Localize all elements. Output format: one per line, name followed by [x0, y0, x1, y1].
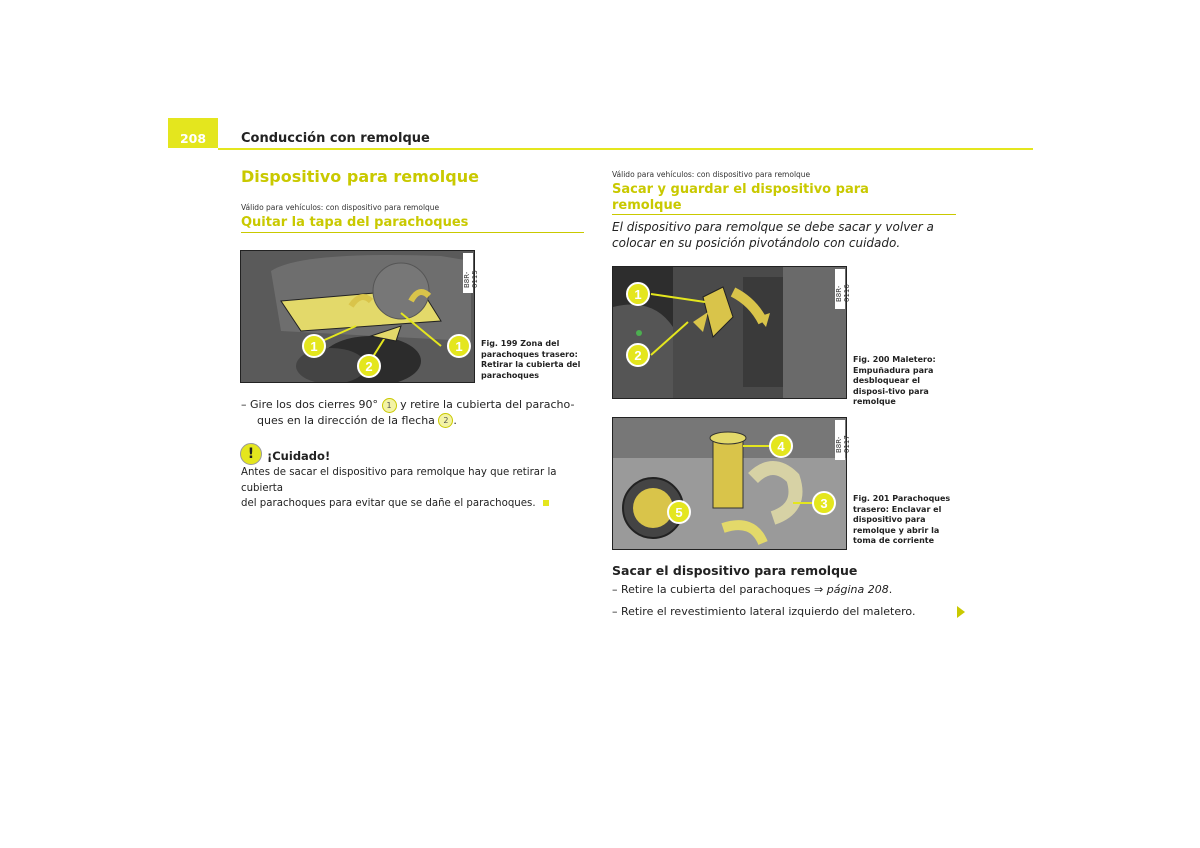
figure-199-image	[240, 250, 475, 383]
continue-arrow-icon	[957, 606, 965, 618]
svg-text:1: 1	[455, 339, 463, 354]
steps-list	[612, 582, 962, 619]
figure-201-image	[612, 417, 847, 550]
figure-199-code: B8R-0115	[463, 270, 479, 288]
step-text-end: .	[453, 413, 457, 427]
step-1-end: .	[888, 583, 893, 596]
header-rule	[218, 148, 1033, 150]
step-text-c: ques en la dirección de la flecha	[257, 413, 435, 427]
step-2-text: – Retire el revestimiento lateral izquierdo del maletero.	[612, 604, 916, 618]
intro-line-2: colocar en su posición pivotándolo con cuidado.	[612, 236, 901, 250]
section-title: Dispositivo para remolque	[241, 167, 479, 186]
svg-text:3: 3	[820, 496, 828, 511]
end-marker-icon	[543, 500, 549, 506]
svg-text:5: 5	[675, 505, 683, 520]
validity-note: Válido para vehículos: con dispositivo para remolque	[241, 203, 440, 212]
step-text-b: y retire la cubierta del paracho-	[400, 398, 575, 411]
subsection-rule	[241, 232, 584, 233]
figure-201-code: B8R-0117	[835, 435, 851, 453]
svg-text:2: 2	[634, 348, 642, 363]
svg-text:2: 2	[365, 359, 373, 374]
subsection-title: Quitar la tapa del parachoques	[241, 215, 469, 230]
page-number: 208	[179, 131, 207, 146]
subsection-title-right-line-2: remolque	[612, 198, 682, 213]
svg-text:1: 1	[634, 287, 642, 302]
subsection-rule-right	[612, 214, 956, 215]
chapter-title: Conducción con remolque	[241, 131, 430, 146]
caution-text	[241, 465, 591, 512]
svg-text:4: 4	[777, 439, 785, 454]
caution-line-2: del parachoques para evitar que se dañe el parachoques.	[241, 498, 536, 509]
svg-text:1: 1	[310, 339, 318, 354]
caution-title: ¡Cuidado!	[267, 449, 331, 463]
figure-199-caption: Fig. 199 Zona del parachoques trasero: Retirar la cubierta del parachoques	[481, 339, 581, 380]
figure-200-caption: Fig. 200 Maletero: Empuñadura para desbloquear el disposi-tivo para remolque	[853, 355, 936, 406]
figure-200-code: B8R-0116	[835, 284, 851, 302]
step-1-text: – Retire la cubierta del parachoques ⇒	[612, 583, 827, 596]
figure-201-caption: Fig. 201 Parachoques trasero: Enclavar el dispositivo para remolque y abrir la toma de corriente	[853, 494, 951, 545]
callout-2-icon: 2	[438, 413, 453, 428]
caution-line-1: Antes de sacar el dispositivo para remolque hay que retirar la cubierta	[241, 467, 557, 494]
validity-note-right: Válido para vehículos: con dispositivo para remolque	[612, 170, 811, 179]
steps-heading: Sacar el dispositivo para remolque	[612, 563, 858, 578]
figure-200-image	[612, 266, 847, 399]
instruction-step	[241, 397, 586, 428]
subsection-title-right-line-1: Sacar y guardar el dispositivo para	[612, 182, 869, 197]
intro-line-1: El dispositivo para remolque se debe sacar y volver a	[612, 220, 934, 234]
step-text-a: – Gire los dos cierres 90°	[241, 398, 379, 411]
callout-1-icon: 1	[382, 398, 397, 413]
page-reference-link[interactable]: página 208	[826, 583, 889, 596]
intro-text	[612, 219, 934, 251]
subsection-title-right	[612, 182, 869, 214]
caution-icon: !	[240, 443, 262, 465]
